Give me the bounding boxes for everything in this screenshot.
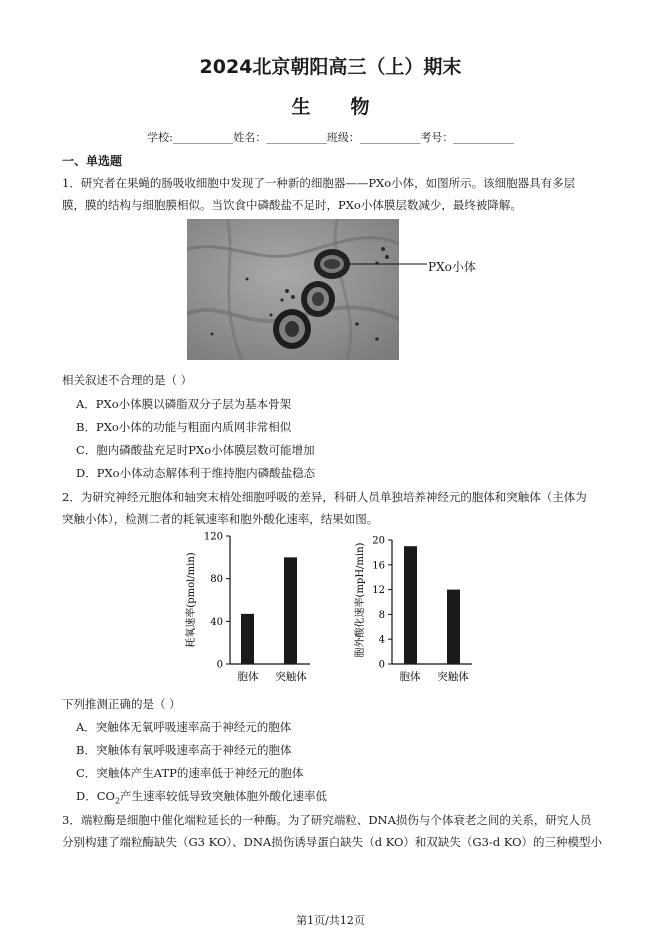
subject-title: 生物 — [291, 96, 410, 118]
chart2-ytick-label-3: 12 — [372, 585, 385, 597]
q2-option-d-prefix: D．CO — [76, 789, 115, 803]
chart1-ylabel: 耗氧速率(pmol/min) — [186, 552, 197, 648]
pxo-body-middle — [301, 281, 335, 317]
pxo-body-lower — [273, 309, 311, 349]
chart1-ytick-label-0: 0 — [216, 659, 223, 671]
chart2-bar-0 — [404, 546, 417, 664]
q2-text-line-2: 突触小体），检测二者的耗氧速率和胞外酸化速率，结果如图。 — [62, 512, 379, 526]
q2-option-d-suffix: 产生速率较低导致突触体胞外酸化速率低 — [120, 789, 328, 803]
chart2-ytick-label-0: 0 — [378, 659, 385, 671]
q2-option-b: B．突触体有氧呼吸速率高于神经元的胞体 — [76, 743, 292, 757]
page-title: 2024北京朝阳高三（上）期末 — [199, 56, 462, 78]
q2-option-a: A．突触体无氧呼吸速率高于神经元的胞体 — [76, 720, 292, 734]
chart1-ytick-label-1: 40 — [210, 616, 223, 628]
page-footer: 第1页/共12页 — [296, 914, 365, 927]
q2-text-line-1: 2．为研究神经元胞体和轴突末梢处细胞呼吸的差异，科研人员单独培养神经元的胞体和突触体（主体为 — [62, 490, 587, 504]
q1-text-line-1: 1．研究者在果蝇的肠吸收细胞中发现了一种新的细胞器——PXo小体，如图所示。该细胞器具有多层 — [62, 176, 576, 190]
oxygen-consumption-chart — [180, 528, 330, 688]
q1-option-b: B．PXo小体的功能与粗面内质网非常相似 — [76, 420, 292, 434]
chart2-ytick-label-1: 4 — [378, 634, 385, 646]
chart1-bar-0 — [241, 614, 254, 664]
q1-option-c: C．胞内磷酸盐充足时PXo小体膜层数可能增加 — [76, 443, 315, 457]
chart2-ytick-label-5: 20 — [372, 535, 385, 547]
chart1-xtick-soma: 胞体 — [237, 671, 259, 683]
student-info-line: 学校:___________姓名：___________班级：___________考号：___________ — [147, 131, 514, 144]
chart2-xtick-soma: 胞体 — [399, 671, 421, 683]
chart2-xtick-synaptosome: 突触体 — [437, 671, 469, 683]
electron-micrograph — [187, 219, 399, 360]
chart1-ytick-label-3: 120 — [203, 531, 223, 543]
q3-text-line-2: 分别构建了端粒酶缺失（G3 KO）、DNA损伤诱导蛋白缺失（d KO）和双缺失（G3-d KO）的三种模型小 — [62, 835, 603, 849]
section-title: 一、单选题 — [62, 154, 123, 168]
pxo-figure-label: PXo小体 — [428, 260, 476, 274]
acidification-chart — [350, 528, 500, 688]
chart2-ytick-label-4: 16 — [372, 560, 385, 572]
q1-option-a: A．PXo小体膜以磷脂双分子层为基本骨架 — [76, 397, 292, 411]
q1-stem: 相关叙述不合理的是（ ） — [62, 373, 193, 387]
q2-option-c: C．突触体产生ATP的速率低于神经元的胞体 — [76, 766, 304, 780]
q1-text-line-2: 膜，膜的结构与细胞膜相似。当饮食中磷酸盐不足时，PXo小体膜层数减少，最终被降解。 — [62, 198, 522, 212]
q2-stem: 下列推测正确的是（ ） — [62, 697, 181, 711]
q3-text-line-1: 3．端粒酶是细胞中催化端粒延长的一种酶。为了研究端粒、DNA损伤与个体衰老之间的关系，研究人员 — [62, 813, 592, 827]
chart2-ytick-label-2: 8 — [378, 609, 385, 621]
pxo-pointer-line — [399, 258, 429, 272]
q2-option-d-sub: 2 — [114, 796, 121, 806]
chart1-xtick-synaptosome: 突触体 — [275, 671, 307, 683]
pxo-body-upper — [314, 249, 350, 279]
q2-option-d — [76, 788, 327, 805]
chart1-bar-1 — [284, 557, 297, 664]
chart2-bar-1 — [447, 590, 460, 664]
q1-option-d: D．PXo小体动态解体利于维持胞内磷酸盐稳态 — [76, 466, 316, 480]
chart2-ylabel: 胞外酸化速率(mpH/min) — [355, 542, 366, 658]
chart1-ytick-label-2: 80 — [210, 574, 223, 586]
